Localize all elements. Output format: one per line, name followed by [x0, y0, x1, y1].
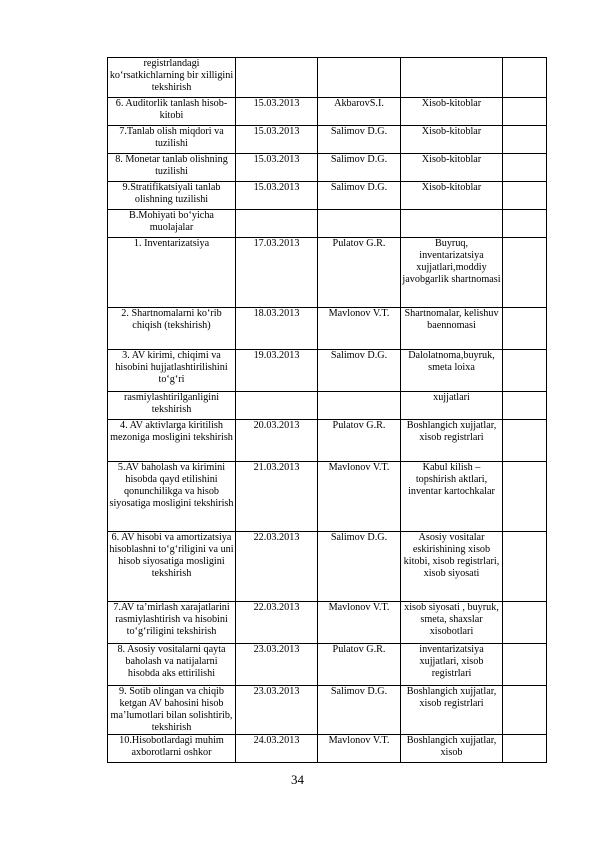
table-row: [108, 98, 547, 126]
document-cell: Xisob-kitoblar: [401, 98, 503, 126]
date-cell: [236, 210, 318, 238]
table-row: [108, 686, 547, 735]
person-cell: Salimov D.G.: [318, 182, 401, 210]
document-cell: xisob siyosati , buyruk, smeta, shaxslar xisobotlari: [401, 602, 503, 644]
document-cell: xujjatlari: [401, 392, 503, 420]
audit-plan-table: [107, 57, 547, 763]
note-cell: [503, 462, 547, 532]
date-cell: 21.03.2013: [236, 462, 318, 532]
table-row: [108, 532, 547, 602]
person-cell: Mavlonov V.T.: [318, 308, 401, 350]
person-cell: Mavlonov V.T.: [318, 602, 401, 644]
note-cell: [503, 238, 547, 308]
note-cell: [503, 735, 547, 763]
document-cell: Buyruq, inventarizatsiya xujjatlari,moddiy javobgarlik shartnomasi: [401, 238, 503, 308]
page-number: 34: [291, 772, 304, 787]
document-cell: [401, 210, 503, 238]
note-cell: [503, 686, 547, 735]
date-cell: 15.03.2013: [236, 182, 318, 210]
task-cell: 9.Stratifikatsiyali tanlab olishning tuzilishi: [108, 182, 236, 210]
document-cell: Xisob-kitoblar: [401, 126, 503, 154]
table-row: [108, 210, 547, 238]
note-cell: [503, 154, 547, 182]
document-cell: Xisob-kitoblar: [401, 154, 503, 182]
table-row: [108, 308, 547, 350]
person-cell: Salimov D.G.: [318, 154, 401, 182]
person-cell: [318, 392, 401, 420]
table-row: [108, 126, 547, 154]
note-cell: [503, 392, 547, 420]
task-cell: 10.Hisobotlardagi muhim axborotlarni oshkor: [108, 735, 236, 763]
task-cell: B.Mohiyati bo‘yicha muolajalar: [108, 210, 236, 238]
date-cell: 22.03.2013: [236, 532, 318, 602]
task-cell: 5.AV baholash va kirimini hisobda qayd etilishini qonunchilikga va hisob siyosatiga mosligini tekshirish: [108, 462, 236, 532]
table-row: [108, 602, 547, 644]
table-row: [108, 350, 547, 392]
date-cell: 15.03.2013: [236, 126, 318, 154]
note-cell: [503, 98, 547, 126]
note-cell: [503, 644, 547, 686]
document-cell: Boshlangich xujjatlar, xisob: [401, 735, 503, 763]
person-cell: Salimov D.G.: [318, 532, 401, 602]
table-row: [108, 238, 547, 308]
person-cell: Mavlonov V.T.: [318, 462, 401, 532]
document-cell: Shartnomalar, kelishuv baennomasi: [401, 308, 503, 350]
person-cell: Pulatov G.R.: [318, 644, 401, 686]
table-row: [108, 182, 547, 210]
note-cell: [503, 58, 547, 98]
note-cell: [503, 350, 547, 392]
document-cell: Asosiy vositalar eskirishining xisob kitobi, xisob registrlari, xisob siyosati: [401, 532, 503, 602]
date-cell: 20.03.2013: [236, 420, 318, 462]
date-cell: 23.03.2013: [236, 644, 318, 686]
note-cell: [503, 532, 547, 602]
date-cell: [236, 392, 318, 420]
task-cell: 7.AV ta’mirlash xarajatlarini rasmiylashtirish va hisobini to‘g‘riligini tekshirish: [108, 602, 236, 644]
table-row: [108, 735, 547, 763]
table-row: [108, 154, 547, 182]
person-cell: Salimov D.G.: [318, 350, 401, 392]
person-cell: Mavlonov V.T.: [318, 735, 401, 763]
person-cell: Salimov D.G.: [318, 126, 401, 154]
person-cell: Salimov D.G.: [318, 686, 401, 735]
document-cell: Xisob-kitoblar: [401, 182, 503, 210]
note-cell: [503, 210, 547, 238]
table-row: [108, 644, 547, 686]
document-cell: Kabul kilish – topshirish aktlari, inventar kartochkalar: [401, 462, 503, 532]
date-cell: 17.03.2013: [236, 238, 318, 308]
task-cell: 2. Shartnomalarni ko‘rib chiqish (tekshirish): [108, 308, 236, 350]
task-cell: 9. Sotib olingan va chiqib ketgan AV bahosini hisob ma’lumotlari bilan solishtirib, tekshirish: [108, 686, 236, 735]
note-cell: [503, 602, 547, 644]
task-cell: 3. AV kirimi, chiqimi va hisobini hujjatlashtirilishini to‘g‘ri: [108, 350, 236, 392]
table-row: [108, 420, 547, 462]
task-cell: 6. AV hisobi va amortizatsiya hisoblashni to‘g‘riligini va uni hisob siyosatiga mosligini tekshirish: [108, 532, 236, 602]
task-cell: 1. Inventarizatsiya: [108, 238, 236, 308]
person-cell: Pulatov G.R.: [318, 238, 401, 308]
person-cell: Pulatov G.R.: [318, 420, 401, 462]
task-cell: 7.Tanlab olish miqdori va tuzilishi: [108, 126, 236, 154]
date-cell: 15.03.2013: [236, 154, 318, 182]
note-cell: [503, 308, 547, 350]
task-cell: rasmiylashtirilganligini tekshirish: [108, 392, 236, 420]
task-cell: 6. Auditorlik tanlash hisob-kitobi: [108, 98, 236, 126]
date-cell: 23.03.2013: [236, 686, 318, 735]
document-cell: [401, 58, 503, 98]
note-cell: [503, 420, 547, 462]
date-cell: 24.03.2013: [236, 735, 318, 763]
date-cell: 22.03.2013: [236, 602, 318, 644]
document-cell: Dalolatnoma,buyruk, smeta loixa: [401, 350, 503, 392]
person-cell: AkbarovS.I.: [318, 98, 401, 126]
document-cell: inventarizatsiya xujjatlari, xisob registrlari: [401, 644, 503, 686]
table-row: [108, 392, 547, 420]
table-row: [108, 462, 547, 532]
date-cell: 15.03.2013: [236, 98, 318, 126]
document-cell: Boshlangich xujjatlar, xisob registrlari: [401, 686, 503, 735]
task-cell: 4. AV aktivlarga kiritilish mezoniga mosligini tekshirish: [108, 420, 236, 462]
note-cell: [503, 126, 547, 154]
task-cell: 8. Monetar tanlab olishning tuzilishi: [108, 154, 236, 182]
note-cell: [503, 182, 547, 210]
task-cell: 8. Asosiy vositalarni qayta baholash va natijalarni hisobda aks ettirilishi: [108, 644, 236, 686]
date-cell: 19.03.2013: [236, 350, 318, 392]
person-cell: [318, 210, 401, 238]
task-cell: registrlandagi ko‘rsatkichlarning bir xilligini tekshirish: [108, 58, 236, 98]
person-cell: [318, 58, 401, 98]
table-body: [108, 58, 547, 763]
table-row: [108, 58, 547, 98]
document-cell: Boshlangich xujjatlar, xisob registrlari: [401, 420, 503, 462]
date-cell: 18.03.2013: [236, 308, 318, 350]
date-cell: [236, 58, 318, 98]
